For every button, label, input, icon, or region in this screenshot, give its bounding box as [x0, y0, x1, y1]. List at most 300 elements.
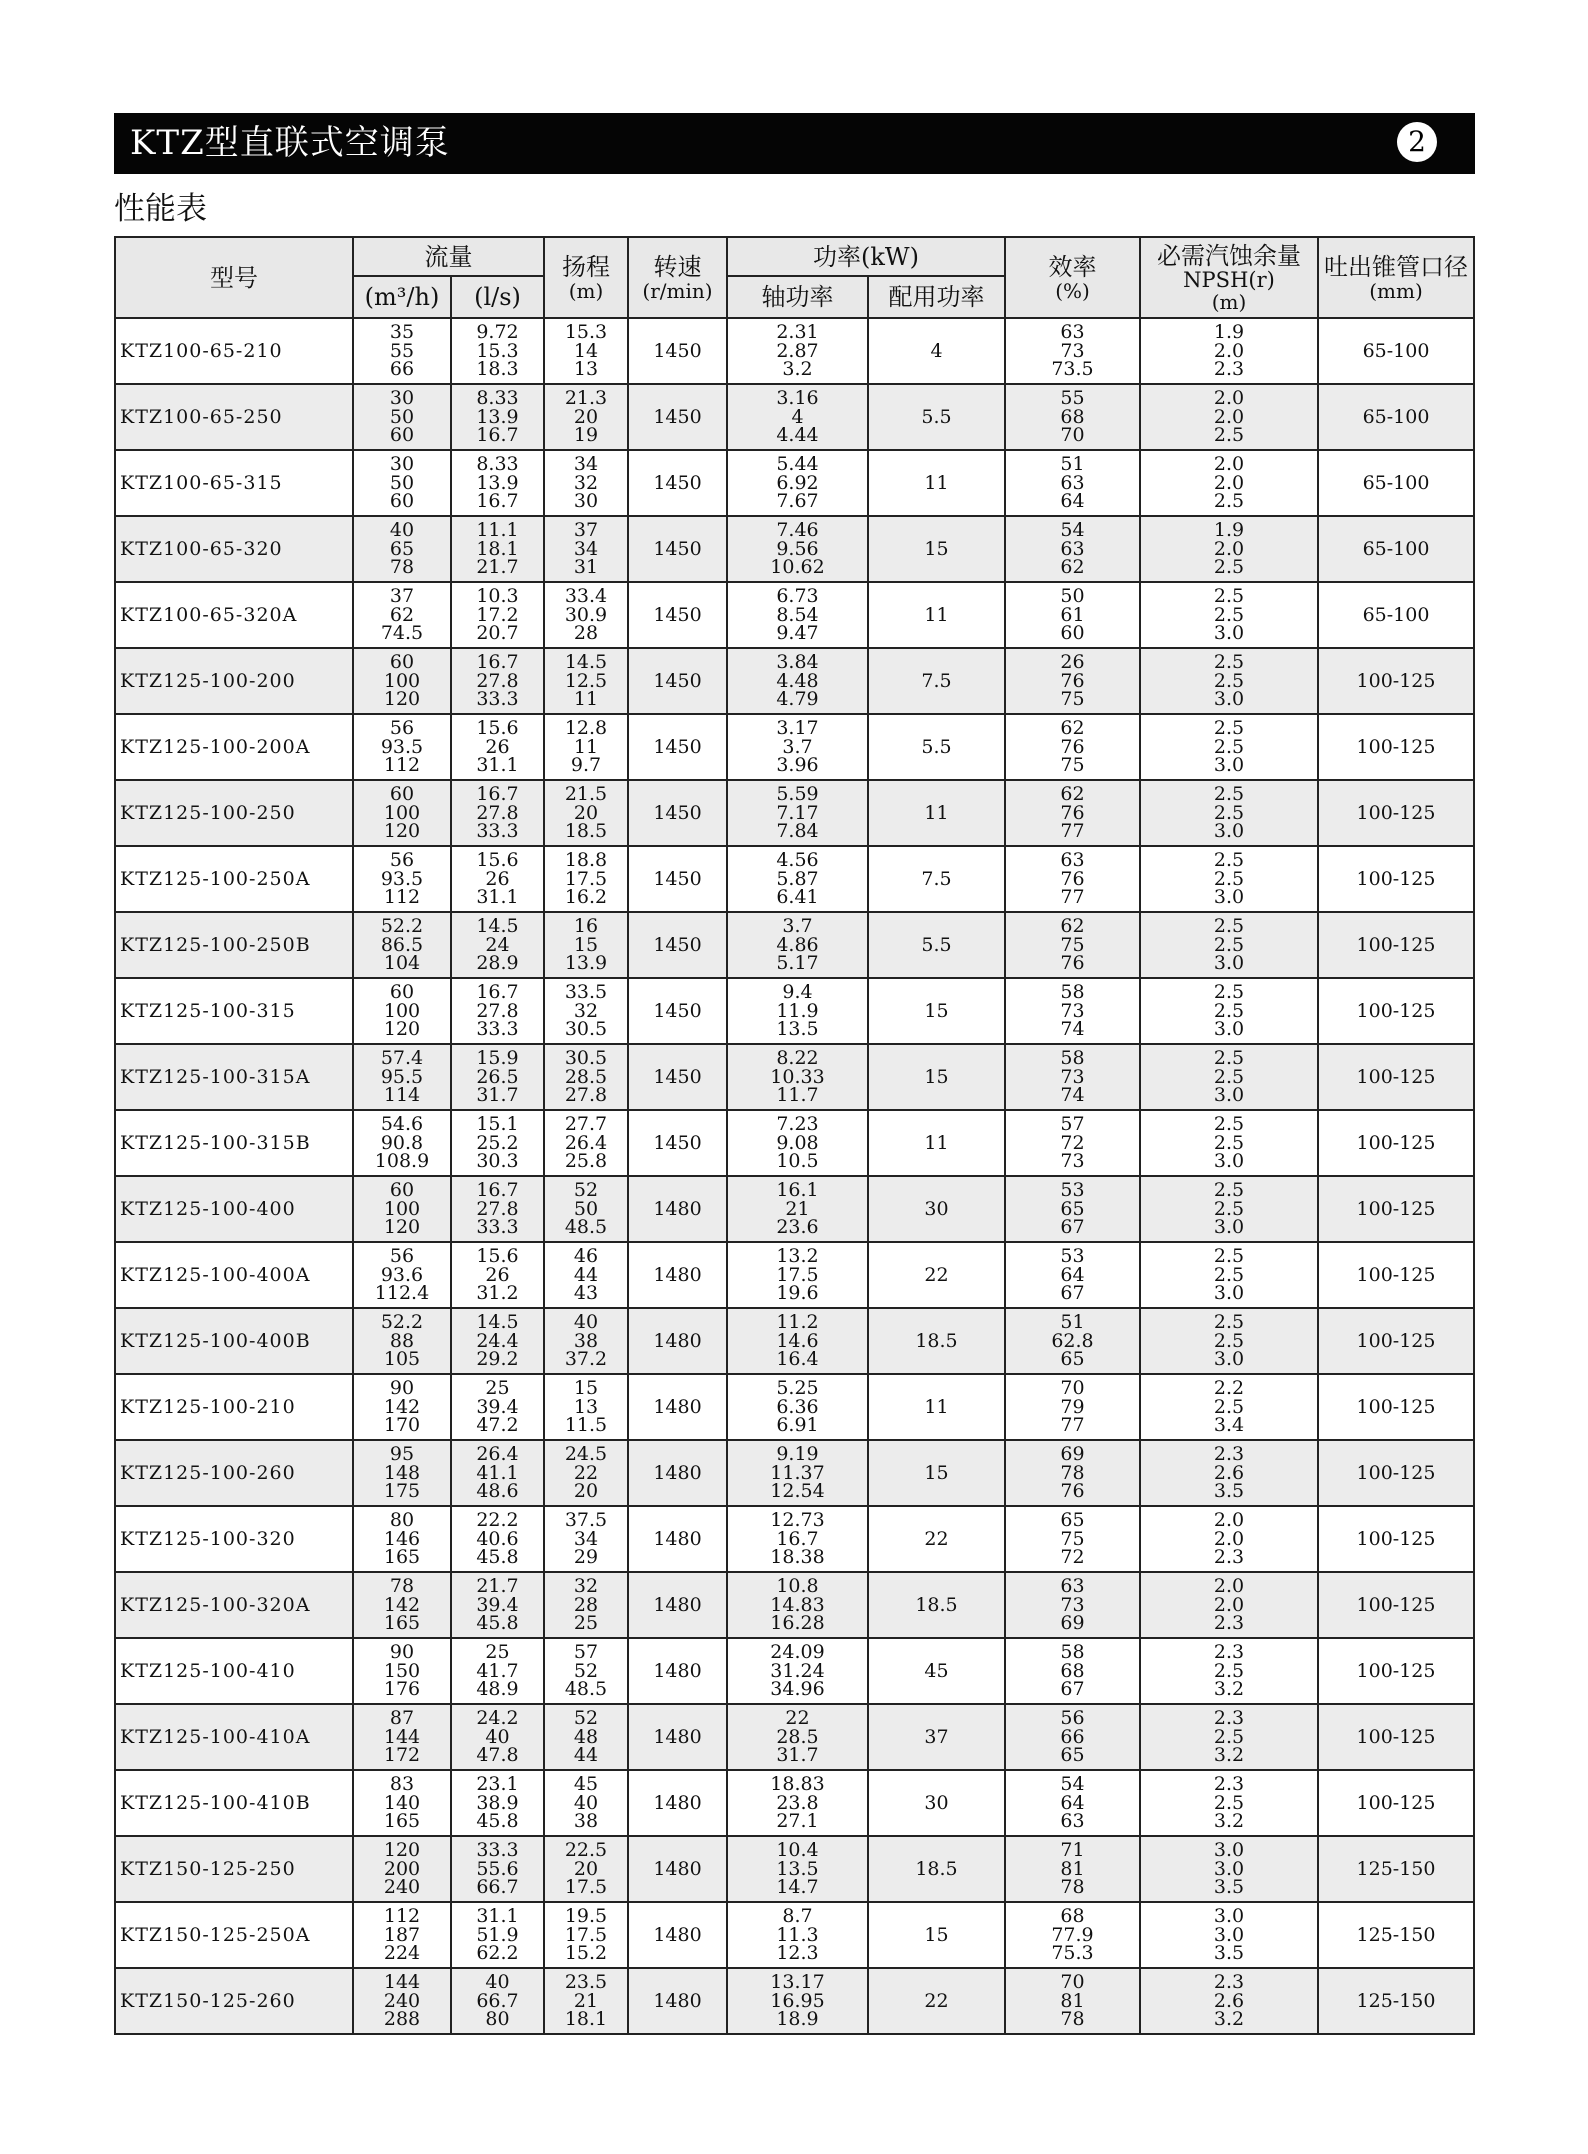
cell-npsh-value: 2.0 — [1213, 1575, 1245, 1598]
cell-model: KTZ125-100-200 — [115, 648, 353, 714]
cell-shaft-power-value: 27.1 — [776, 1810, 819, 1833]
cell-flow-m3h-value: 288 — [383, 2008, 421, 2031]
cell-shaft-power — [727, 1374, 868, 1440]
cell-shaft-power — [727, 1176, 868, 1242]
cell-head-value: 11.5 — [564, 1414, 608, 1437]
col-efficiency-header — [1005, 237, 1140, 318]
cell-npsh-value: 2.0 — [1213, 471, 1245, 494]
cell-npsh — [1140, 318, 1318, 384]
cell-shaft-power — [727, 648, 868, 714]
cell-npsh-value: 3.0 — [1213, 1150, 1245, 1173]
cell-flow-ls-value: 16.7 — [476, 981, 519, 1004]
cell-npsh-value: 2.2 — [1213, 1377, 1245, 1400]
cell-efficiency — [1005, 450, 1140, 516]
cell-outlet: 100-125 — [1318, 846, 1474, 912]
cell-npsh-value: 2.5 — [1213, 1197, 1245, 1220]
cell-flow-m3h — [353, 978, 451, 1044]
cell-npsh-value: 2.5 — [1213, 1065, 1245, 1088]
cell-npsh-value: 3.0 — [1213, 1905, 1245, 1928]
cell-speed: 1450 — [628, 318, 727, 384]
cell-shaft-power-value: 5.17 — [776, 952, 819, 975]
cell-head — [544, 1308, 628, 1374]
cell-npsh-value: 2.3 — [1213, 1612, 1245, 1635]
cell-flow-m3h-value: 100 — [383, 801, 421, 824]
cell-flow-m3h-value: 93.5 — [380, 867, 424, 890]
cell-npsh-value: 2.5 — [1213, 915, 1245, 938]
cell-rated-power: 18.5 — [868, 1308, 1005, 1374]
cell-rated-power: 18.5 — [868, 1572, 1005, 1638]
cell-outlet: 125-150 — [1318, 1968, 1474, 2034]
cell-flow-m3h — [353, 1374, 451, 1440]
cell-npsh-value: 2.0 — [1213, 1509, 1245, 1532]
cell-flow-ls-value: 21.7 — [476, 556, 519, 579]
cell-shaft-power-value: 11.3 — [776, 1923, 819, 1946]
cell-flow-m3h-value: 52.2 — [380, 1311, 424, 1334]
cell-flow-ls-value: 16.7 — [476, 490, 519, 513]
cell-npsh-value: 2.5 — [1213, 1311, 1245, 1334]
cell-efficiency — [1005, 384, 1140, 450]
cell-head-value: 16.2 — [564, 886, 608, 909]
cell-flow-ls-value: 28.9 — [476, 952, 519, 975]
cell-flow-ls-value: 25 — [485, 1377, 510, 1400]
cell-flow-m3h-value: 93.5 — [380, 735, 424, 758]
cell-head — [544, 978, 628, 1044]
cell-efficiency — [1005, 780, 1140, 846]
cell-shaft-power-value: 11.9 — [776, 999, 819, 1022]
cell-flow-ls — [451, 1506, 544, 1572]
cell-npsh — [1140, 1374, 1318, 1440]
cell-model: KTZ150-125-250 — [115, 1836, 353, 1902]
cell-shaft-power — [727, 1242, 868, 1308]
cell-model: KTZ125-100-250B — [115, 912, 353, 978]
cell-flow-ls-value: 33.3 — [476, 1018, 519, 1041]
cell-npsh-value: 2.5 — [1213, 717, 1245, 740]
cell-head — [544, 1968, 628, 2034]
cell-npsh-value: 3.0 — [1213, 820, 1245, 843]
cell-shaft-power — [727, 714, 868, 780]
cell-flow-ls-value: 38.9 — [476, 1791, 519, 1814]
cell-npsh-value: 2.5 — [1213, 585, 1245, 608]
cell-efficiency-value: 60 — [1060, 622, 1085, 645]
cell-efficiency-value: 63 — [1060, 849, 1085, 872]
cell-flow-ls — [451, 714, 544, 780]
cell-npsh — [1140, 1902, 1318, 1968]
cell-efficiency-value: 81 — [1060, 1857, 1085, 1880]
cell-efficiency-value: 62.8 — [1051, 1329, 1094, 1352]
table-row — [115, 1176, 1474, 1242]
cell-efficiency-value: 63 — [1060, 471, 1085, 494]
cell-efficiency — [1005, 318, 1140, 384]
cell-rated-power: 15 — [868, 516, 1005, 582]
cell-flow-m3h — [353, 1110, 451, 1176]
cell-npsh-value: 2.5 — [1213, 1725, 1245, 1748]
cell-flow-m3h-value: 112 — [383, 1905, 421, 1928]
cell-efficiency-value: 75 — [1060, 754, 1085, 777]
cell-flow-m3h-value: 200 — [383, 1857, 421, 1880]
cell-flow-ls-value: 47.8 — [476, 1744, 519, 1767]
table-row — [115, 1242, 1474, 1308]
table-row — [115, 1572, 1474, 1638]
cell-head — [544, 846, 628, 912]
col-speed-label: 转速 — [653, 252, 702, 281]
cell-flow-m3h-value: 142 — [383, 1593, 421, 1616]
cell-efficiency-value: 81 — [1060, 1989, 1085, 2012]
cell-flow-ls-value: 47.2 — [476, 1414, 519, 1437]
cell-npsh-value: 2.5 — [1213, 1179, 1245, 1202]
cell-model: KTZ125-100-315A — [115, 1044, 353, 1110]
cell-flow-ls-value: 14.5 — [476, 1311, 519, 1334]
table-row — [115, 1308, 1474, 1374]
cell-shaft-power-value: 6.91 — [776, 1414, 819, 1437]
cell-efficiency-value: 79 — [1060, 1395, 1085, 1418]
cell-efficiency-value: 73 — [1060, 1065, 1085, 1088]
cell-head-value: 28 — [573, 1593, 599, 1616]
cell-efficiency — [1005, 978, 1140, 1044]
cell-flow-m3h — [353, 1572, 451, 1638]
cell-npsh-value: 2.5 — [1213, 1659, 1245, 1682]
table-row — [115, 1374, 1474, 1440]
cell-flow-ls-value: 26.4 — [476, 1443, 519, 1466]
cell-efficiency — [1005, 1836, 1140, 1902]
cell-head-value: 30.5 — [564, 1018, 608, 1041]
cell-head-value: 27.7 — [564, 1113, 608, 1136]
cell-head — [544, 1836, 628, 1902]
col-head-unit: (m) — [568, 278, 604, 303]
cell-flow-m3h-value: 120 — [383, 1216, 421, 1239]
cell-shaft-power-value: 7.67 — [776, 490, 819, 513]
cell-shaft-power — [727, 1572, 868, 1638]
cell-npsh-value: 2.5 — [1213, 999, 1245, 1022]
cell-flow-ls-value: 51.9 — [476, 1923, 519, 1946]
cell-npsh-value: 3.0 — [1213, 1348, 1245, 1371]
cell-head-value: 11 — [573, 688, 599, 711]
cell-shaft-power-value: 9.47 — [776, 622, 819, 645]
cell-npsh-value: 2.5 — [1213, 1791, 1245, 1814]
cell-flow-m3h-value: 100 — [383, 669, 421, 692]
cell-flow-ls — [451, 318, 544, 384]
cell-head — [544, 1110, 628, 1176]
cell-flow-m3h-value: 50 — [389, 405, 415, 428]
cell-flow-ls-value: 27.8 — [476, 1197, 519, 1220]
cell-npsh — [1140, 384, 1318, 450]
cell-npsh-value: 2.5 — [1213, 933, 1245, 956]
cell-shaft-power-value: 31.7 — [776, 1744, 819, 1767]
cell-npsh-value: 2.5 — [1213, 849, 1245, 872]
cell-flow-ls-value: 17.2 — [476, 603, 519, 626]
cell-flow-ls-value: 26 — [485, 867, 510, 890]
cell-head-value: 38 — [573, 1329, 599, 1352]
cell-flow-m3h-value: 37 — [389, 585, 415, 608]
cell-npsh-value: 3.5 — [1213, 1480, 1245, 1503]
cell-flow-m3h-value: 56 — [389, 717, 415, 740]
cell-flow-ls-value: 45.8 — [476, 1546, 519, 1569]
cell-shaft-power — [727, 582, 868, 648]
cell-efficiency-value: 67 — [1060, 1678, 1085, 1701]
cell-head-value: 28.5 — [564, 1065, 608, 1088]
cell-efficiency — [1005, 846, 1140, 912]
cell-head-value: 21.3 — [564, 387, 608, 410]
cell-efficiency-value: 72 — [1060, 1546, 1085, 1569]
cell-rated-power: 22 — [868, 1968, 1005, 2034]
cell-shaft-power-value: 16.7 — [776, 1527, 819, 1550]
cell-outlet: 100-125 — [1318, 1374, 1474, 1440]
cell-flow-ls-value: 41.1 — [476, 1461, 519, 1484]
cell-efficiency-value: 78 — [1060, 1461, 1085, 1484]
cell-shaft-power — [727, 978, 868, 1044]
cell-efficiency-value: 58 — [1060, 1047, 1085, 1070]
cell-rated-power: 22 — [868, 1506, 1005, 1572]
cell-flow-ls — [451, 1374, 544, 1440]
cell-shaft-power-value: 9.4 — [782, 981, 813, 1004]
cell-outlet: 100-125 — [1318, 978, 1474, 1044]
cell-head-value: 19 — [573, 424, 599, 447]
cell-shaft-power-value: 7.23 — [776, 1113, 819, 1136]
cell-model: KTZ125-100-320 — [115, 1506, 353, 1572]
cell-npsh-value: 2.5 — [1213, 1113, 1245, 1136]
cell-shaft-power-value: 10.8 — [776, 1575, 819, 1598]
cell-shaft-power-value: 7.17 — [776, 801, 819, 824]
cell-speed: 1450 — [628, 648, 727, 714]
cell-flow-ls-value: 27.8 — [476, 801, 519, 824]
cell-shaft-power-value: 6.73 — [776, 585, 819, 608]
cell-efficiency-value: 62 — [1060, 783, 1085, 806]
cell-shaft-power — [727, 318, 868, 384]
cell-efficiency-value: 75 — [1060, 1527, 1085, 1550]
cell-flow-ls-value: 48.6 — [476, 1480, 519, 1503]
cell-head-value: 12.5 — [564, 669, 608, 692]
cell-npsh-value: 2.3 — [1213, 1641, 1245, 1664]
cell-npsh-value: 2.5 — [1213, 556, 1245, 579]
cell-flow-m3h-value: 140 — [383, 1791, 421, 1814]
cell-flow-m3h-value: 144 — [383, 1971, 421, 1994]
cell-npsh-value: 3.2 — [1213, 1678, 1245, 1701]
cell-flow-ls-value: 31.7 — [476, 1084, 519, 1107]
cell-outlet: 100-125 — [1318, 714, 1474, 780]
cell-head-value: 34 — [573, 1527, 599, 1550]
cell-flow-ls — [451, 1770, 544, 1836]
cell-npsh — [1140, 516, 1318, 582]
cell-efficiency-value: 56 — [1060, 1707, 1085, 1730]
cell-shaft-power-value: 14.83 — [770, 1593, 825, 1616]
cell-head — [544, 1506, 628, 1572]
cell-flow-m3h-value: 114 — [383, 1084, 421, 1107]
cell-shaft-power-value: 13.5 — [776, 1857, 819, 1880]
cell-head-value: 13 — [573, 358, 599, 381]
cell-speed: 1480 — [628, 1704, 727, 1770]
cell-rated-power: 37 — [868, 1704, 1005, 1770]
cell-efficiency-value: 68 — [1060, 405, 1085, 428]
cell-head-value: 22 — [573, 1461, 599, 1484]
cell-head-value: 21 — [573, 1989, 599, 2012]
cell-flow-m3h-value: 87 — [389, 1707, 415, 1730]
cell-head-value: 52 — [573, 1179, 599, 1202]
cell-npsh-value: 2.5 — [1213, 424, 1245, 447]
cell-shaft-power-value: 3.7 — [782, 915, 813, 938]
cell-efficiency-value: 70 — [1060, 1377, 1085, 1400]
cell-rated-power: 11 — [868, 1374, 1005, 1440]
cell-flow-ls-value: 40 — [485, 1971, 510, 1994]
cell-outlet: 100-125 — [1318, 1506, 1474, 1572]
cell-npsh-value: 2.3 — [1213, 1971, 1245, 1994]
cell-shaft-power — [727, 1836, 868, 1902]
page-title: KTZ型直联式空调泵 — [130, 123, 450, 163]
cell-speed: 1480 — [628, 1638, 727, 1704]
cell-flow-ls-value: 25.2 — [476, 1131, 519, 1154]
cell-shaft-power — [727, 1770, 868, 1836]
cell-flow-ls-value: 24 — [485, 933, 510, 956]
cell-flow-ls-value: 31.1 — [476, 754, 519, 777]
cell-shaft-power-value: 8.22 — [776, 1047, 819, 1070]
cell-rated-power: 22 — [868, 1242, 1005, 1308]
cell-efficiency-value: 67 — [1060, 1216, 1085, 1239]
cell-head — [544, 1176, 628, 1242]
table-row — [115, 1704, 1474, 1770]
cell-head-value: 19.5 — [564, 1905, 608, 1928]
cell-flow-m3h-value: 187 — [383, 1923, 421, 1946]
cell-shaft-power — [727, 384, 868, 450]
cell-model: KTZ100-65-320A — [115, 582, 353, 648]
cell-speed: 1450 — [628, 384, 727, 450]
cell-head-value: 25 — [573, 1612, 599, 1635]
cell-shaft-power-value: 9.19 — [776, 1443, 819, 1466]
cell-head-value: 22.5 — [564, 1839, 608, 1862]
cell-head-value: 31 — [573, 556, 599, 579]
cell-head-value: 33.4 — [564, 585, 608, 608]
cell-speed: 1450 — [628, 582, 727, 648]
col-flow-ls-header: (l/s) — [451, 276, 544, 318]
cell-rated-power: 45 — [868, 1638, 1005, 1704]
cell-model: KTZ125-100-400A — [115, 1242, 353, 1308]
cell-shaft-power-value: 17.5 — [776, 1263, 819, 1286]
cell-efficiency-value: 76 — [1060, 735, 1085, 758]
cell-efficiency-value: 74 — [1060, 1018, 1085, 1041]
cell-speed: 1480 — [628, 1836, 727, 1902]
cell-flow-ls — [451, 648, 544, 714]
col-outlet-label: 吐出锥管口径 — [1324, 252, 1468, 281]
col-shaft-power-header: 轴功率 — [727, 276, 868, 318]
cell-npsh-value: 3.0 — [1213, 952, 1245, 975]
cell-shaft-power-value: 18.9 — [776, 2008, 819, 2031]
cell-flow-ls — [451, 1836, 544, 1902]
cell-flow-ls-value: 15.6 — [476, 849, 519, 872]
cell-shaft-power — [727, 1044, 868, 1110]
cell-flow-ls-value: 14.5 — [476, 915, 519, 938]
cell-efficiency-value: 69 — [1060, 1443, 1085, 1466]
cell-speed: 1480 — [628, 1770, 727, 1836]
cell-flow-ls-value: 31.2 — [476, 1282, 519, 1305]
cell-model: KTZ125-100-315 — [115, 978, 353, 1044]
cell-shaft-power-value: 9.56 — [776, 537, 819, 560]
cell-efficiency-value: 58 — [1060, 1641, 1085, 1664]
cell-flow-ls-value: 39.4 — [476, 1395, 519, 1418]
cell-outlet: 65-100 — [1318, 384, 1474, 450]
cell-npsh-value: 3.0 — [1213, 754, 1245, 777]
cell-outlet: 65-100 — [1318, 450, 1474, 516]
cell-head-value: 46 — [573, 1245, 599, 1268]
cell-shaft-power — [727, 1902, 868, 1968]
cell-speed: 1480 — [628, 1440, 727, 1506]
cell-flow-m3h-value: 60 — [389, 651, 415, 674]
col-efficiency-label: 效率 — [1048, 252, 1097, 281]
cell-head — [544, 582, 628, 648]
cell-shaft-power-value: 10.62 — [770, 556, 825, 579]
cell-flow-ls-value: 33.3 — [476, 688, 519, 711]
cell-rated-power: 7.5 — [868, 846, 1005, 912]
cell-efficiency-value: 62 — [1060, 915, 1085, 938]
cell-flow-m3h-value: 120 — [383, 1839, 421, 1862]
cell-shaft-power-value: 5.59 — [776, 783, 819, 806]
cell-shaft-power-value: 18.38 — [770, 1546, 825, 1569]
cell-shaft-power-value: 5.87 — [776, 867, 819, 890]
table-row — [115, 450, 1474, 516]
cell-npsh-value: 2.3 — [1213, 1707, 1245, 1730]
cell-npsh-value: 2.0 — [1213, 405, 1245, 428]
cell-flow-ls — [451, 582, 544, 648]
cell-head-value: 43 — [573, 1282, 599, 1305]
table-row — [115, 1836, 1474, 1902]
cell-npsh-value: 3.0 — [1213, 1084, 1245, 1107]
cell-outlet: 100-125 — [1318, 912, 1474, 978]
cell-flow-ls-value: 48.9 — [476, 1678, 519, 1701]
cell-npsh — [1140, 912, 1318, 978]
table-row — [115, 1902, 1474, 1968]
cell-efficiency-value: 64 — [1060, 1263, 1085, 1286]
cell-head-value: 13.9 — [564, 952, 608, 975]
cell-npsh-value: 3.0 — [1213, 1857, 1245, 1880]
cell-head-value: 14.5 — [564, 651, 608, 674]
cell-efficiency-value: 78 — [1060, 2008, 1085, 2031]
cell-flow-ls-value: 15.3 — [476, 339, 519, 362]
cell-shaft-power-value: 14.6 — [776, 1329, 819, 1352]
cell-efficiency-value: 64 — [1060, 490, 1085, 513]
cell-shaft-power-value: 2.87 — [776, 339, 819, 362]
cell-flow-ls-value: 80 — [485, 2008, 510, 2031]
cell-head — [544, 780, 628, 846]
cell-flow-ls-value: 13.9 — [476, 405, 519, 428]
cell-flow-m3h-value: 65 — [389, 537, 415, 560]
cell-rated-power: 7.5 — [868, 648, 1005, 714]
cell-efficiency — [1005, 648, 1140, 714]
cell-npsh-value: 2.5 — [1213, 801, 1245, 824]
cell-efficiency — [1005, 1242, 1140, 1308]
cell-efficiency-value: 26 — [1060, 651, 1085, 674]
cell-flow-ls — [451, 978, 544, 1044]
cell-flow-ls-value: 22.2 — [476, 1509, 519, 1532]
cell-outlet: 100-125 — [1318, 1308, 1474, 1374]
cell-flow-ls — [451, 1638, 544, 1704]
cell-efficiency-value: 76 — [1060, 867, 1085, 890]
cell-head — [544, 450, 628, 516]
cell-speed: 1480 — [628, 1902, 727, 1968]
cell-flow-m3h-value: 50 — [389, 471, 415, 494]
cell-head-value: 16 — [573, 915, 599, 938]
cell-flow-m3h-value: 176 — [383, 1678, 421, 1701]
cell-efficiency-value: 71 — [1060, 1839, 1085, 1862]
cell-flow-m3h-value: 90.8 — [380, 1131, 424, 1154]
cell-flow-ls — [451, 912, 544, 978]
cell-flow-ls-value: 40.6 — [476, 1527, 519, 1550]
cell-shaft-power — [727, 1506, 868, 1572]
cell-npsh — [1140, 714, 1318, 780]
cell-shaft-power-value: 4.44 — [776, 424, 819, 447]
cell-flow-ls-value: 31.1 — [476, 886, 519, 909]
cell-flow-m3h — [353, 1440, 451, 1506]
cell-head-value: 17.5 — [564, 1923, 608, 1946]
cell-efficiency-value: 75.3 — [1051, 1942, 1094, 1965]
cell-npsh-value: 2.5 — [1213, 490, 1245, 513]
cell-head — [544, 1770, 628, 1836]
cell-rated-power: 11 — [868, 1110, 1005, 1176]
